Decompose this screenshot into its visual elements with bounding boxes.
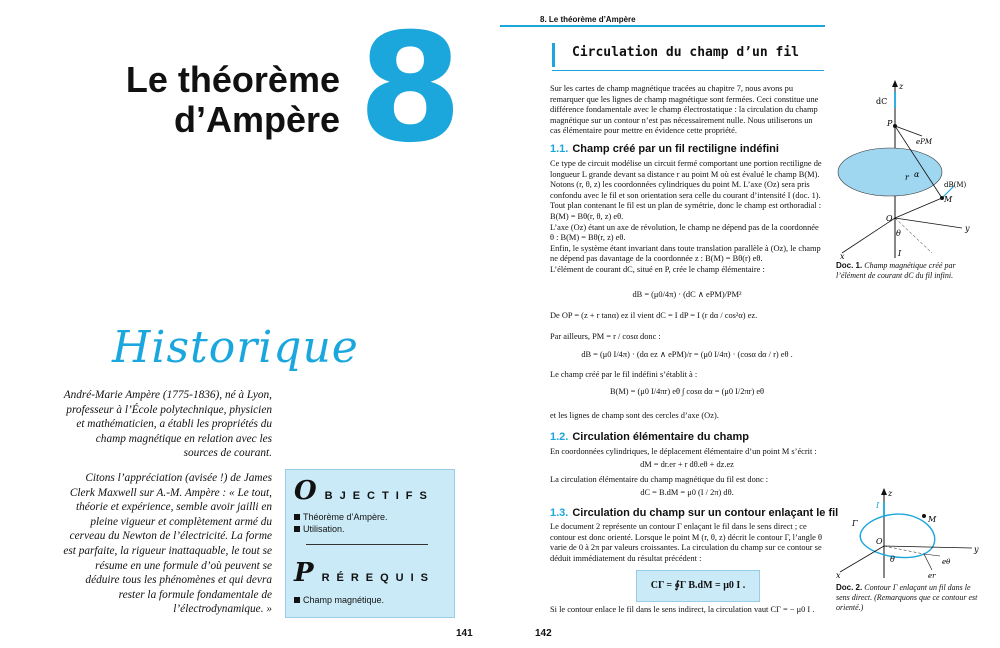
objectifs-rest: BJECTIFS [324, 490, 434, 502]
subsection-1-text-e: et les lignes de champ sont des cercles d’axe (Oz). [550, 411, 719, 420]
svg-text:P: P [887, 119, 893, 128]
figure-1 [832, 78, 992, 260]
svg-text:z: z [888, 489, 893, 498]
svg-text:M: M [944, 195, 953, 204]
subsection-2-heading: 1.2. Circulation élémentaire du champ [550, 431, 750, 443]
svg-text:I: I [876, 501, 880, 510]
figure-2 [832, 486, 992, 580]
running-head-rule [500, 25, 825, 27]
x-axis [842, 218, 895, 253]
point-m [922, 514, 926, 518]
subsection-2-text: En coordonnées cylindriques, le déplacement élémentaire d’un point M s’écrit : [550, 447, 817, 456]
svg-text:I: I [898, 249, 902, 258]
equation-4: dM = dr.er + r dθ.eθ + dz.ez [640, 460, 734, 469]
x-axis [840, 546, 884, 572]
objectif-item: Utilisation. [294, 523, 345, 535]
subsection-1-text-c: Par ailleurs, PM = r / cosα donc : [550, 332, 661, 341]
prerequis-rest: RÉREQUIS [321, 572, 436, 584]
svg-text:dC: dC [876, 97, 888, 106]
objectifs-heading [294, 476, 434, 506]
chapter-number: 8 [358, 2, 463, 176]
section-rule [552, 70, 824, 71]
chapter-title: Le théorème d’Ampère [125, 59, 340, 140]
svg-text:α: α [914, 170, 920, 179]
svg-text:ePM: ePM [916, 138, 933, 146]
subsection-1-text: Ce type de circuit modélise un circuit fermé comportant une portion rectiligne de longueur L grande devant sa distance r au point M où est évalué le champ B(M). Notons (r, θ, z) les coordonnées cylindriques du point M. L’axe (Oz) sera pris confondu avec le fil et son orientation sera celle du courant d’intensité I (doc. 1). Tout plan contenant le fil est un plan de symétrie, donc le champ est orthoradial : B(M) = Bθ(r, θ, z) eθ. L’axe (Oz) étant un axe de révolution, le champ ne dépend pas de la coordonnée θ : B(M) = Bθ(r, z) eθ. Enfin, le système étant invariant dans toute translation parallèle à (Oz), le champ ne dépend pas davantage de la coordonnée z : B(M) = Bθ(r) eθ. L’élément de courant dC, situé en P, crée le champ élémentaire : [550, 159, 822, 274]
svg-text:y: y [974, 545, 979, 554]
y-axis [895, 218, 962, 228]
objectif-item: Théorème d’Ampère. [294, 511, 388, 523]
prerequis-item: Champ magnétique. [294, 594, 384, 606]
svg-text:eθ: eθ [942, 558, 951, 566]
subsection-3-heading: 1.3. Circulation du champ sur un contour enlaçant le fil [550, 507, 839, 519]
subsection-1-text-d: Le champ créé par le fil indéfini s’établit à : [550, 370, 698, 379]
prerequis-heading [294, 558, 435, 588]
svg-text:dB(M): dB(M) [944, 181, 967, 189]
result-box: CΓ = ∮Γ B.dM = μ0 I . [636, 570, 760, 602]
svg-text:y: y [965, 224, 970, 233]
doc1-caption: Doc. 1. Champ magnétique créé par l’élément de courant dC du fil infini. [836, 261, 956, 280]
svg-text:θ: θ [896, 229, 901, 238]
y-axis [884, 546, 972, 548]
equation-2: dB = (μ0 I/4π) · (dα ez ∧ ePM)/r = (μ0 I/4π) · (cosα dα / r) eθ . [581, 350, 793, 359]
point-p [893, 124, 897, 128]
historique-paragraph: Citons l’appréciation (avisée !) de James Clerk Maxwell sur A.-M. Ampère : « Le tout, théorie et expérience, semble avoir jailli en pleine vigueur et complètement armé du cerveau du Newton de l’électricité. La forme est parfaite, la rigueur inattaquable, le tout se résume en une formule d’où peuvent se déduire tous les phénomènes et qui devra rester la formule fondamentale de l’électrodynamique. » [63, 471, 272, 616]
page-number-left: 141 [456, 628, 473, 639]
om-line [895, 198, 942, 218]
svg-text:x: x [836, 571, 841, 580]
historique-paragraph: André-Marie Ampère (1775-1836), né à Lyon, professeur à l’École polytechnique, physicien et mathématicien, a établi les propriétés du champ magnétique en relation avec les sources de courant. [63, 389, 272, 460]
objectives-box [285, 469, 455, 618]
doc2-caption: Doc. 2. Contour Γ enlaçant un fil dans le sens direct. (Remarquons que ce contour est orienté.) [836, 583, 978, 612]
svg-text:x: x [840, 252, 845, 260]
svg-text:θ: θ [890, 555, 895, 564]
contour-gamma [860, 514, 935, 558]
section-bar [552, 43, 555, 67]
svg-text:M: M [928, 515, 937, 524]
equation-5: dC = B.dM = μ0 (I / 2π) dθ. [640, 488, 734, 497]
disc [838, 148, 942, 196]
equation-1: dB = (μ0/4π) · (dC ∧ ePM)/PM² [632, 290, 742, 299]
intro-paragraph: Sur les cartes de champ magnétique tracées au chapitre 7, nous avons pu remarquer que les lignes de champ magnétique sont fermées. Ceci constitue une différence fondamentale avec le champ électrostatique : la circulation du champ magnétique sur un contour n’est pas nécessairement nulle. Nous utiliserons un cas élémentaire pour mettre en évidence cette propriété. [550, 84, 819, 136]
box-divider [306, 544, 428, 545]
subsection-1-heading: 1.1. Champ créé par un fil rectiligne indéfini [550, 143, 779, 155]
historique-text [60, 388, 272, 627]
subsection-3-text-b: Si le contour enlace le fil dans le sens indirect, la circulation vaut CΓ = − μ0 I . [550, 605, 815, 614]
svg-text:er: er [928, 572, 936, 580]
svg-text:Γ: Γ [852, 519, 858, 528]
svg-text:z: z [899, 82, 904, 91]
svg-text:r: r [905, 173, 909, 182]
running-head: 8. Le théorème d’Ampère [540, 15, 636, 24]
section-title: Circulation du champ d’un fil [572, 45, 799, 60]
subsection-2-text-b: La circulation élémentaire du champ magnétique du fil est donc : [550, 475, 769, 484]
svg-text:O: O [886, 214, 893, 223]
historique-heading: Historique [112, 322, 359, 373]
page-number-right: 142 [535, 628, 552, 639]
subsection-3-text: Le document 2 représente un contour Γ enlaçant le fil dans le sens direct ; ce contour est donc orienté. Lorsque le point M (r, θ, z) décrit le contour Γ, l’angle θ varie de 0 à 2π par valeurs croissantes. La circulation du champ sur ce contour se déduit immédiatement du résultat précédent : [550, 522, 822, 563]
objectifs-initial: O [294, 476, 317, 506]
subsection-1-text-b: De OP = (z + r tanα) ez il vient dC = I dP = I (r dα / cos²α) ez. [550, 311, 758, 320]
svg-text:O: O [876, 537, 883, 546]
prerequis-initial: P [294, 558, 314, 588]
equation-3: B(M) = (μ0 I/4πr) eθ ∫ cosα dα = (μ0 I/2πr) eθ [609, 387, 765, 396]
